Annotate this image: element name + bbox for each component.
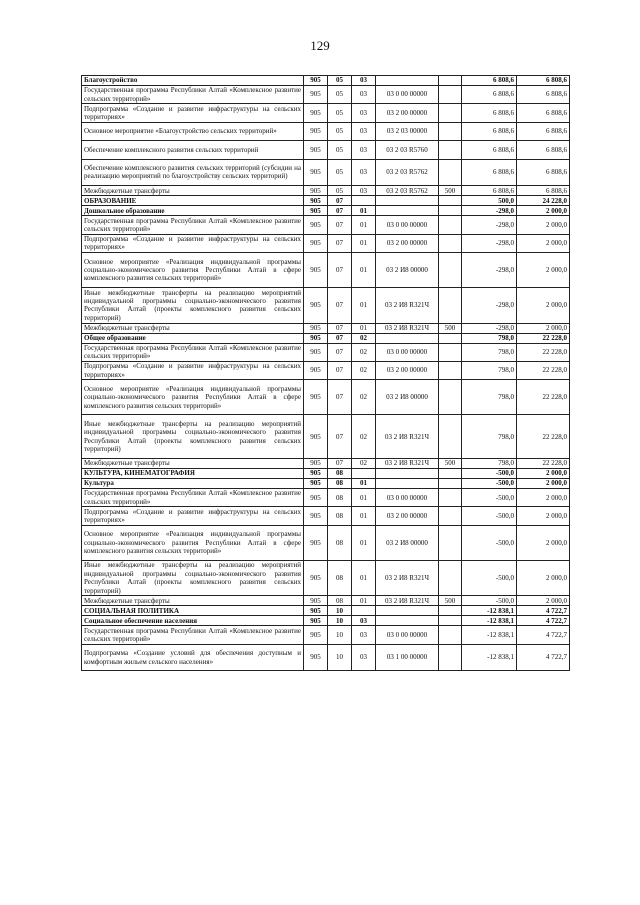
- cell-subsection-code: 01: [352, 323, 376, 333]
- cell-subsection-code: 03: [352, 186, 376, 196]
- cell-section-code: 05: [328, 159, 352, 186]
- cell-name: Иные межбюджетные трансферты на реализацию мероприятий индивидуальной программы социально-экономического развития Республики Алтай (проекты комплексного развития сельских территорий): [82, 288, 304, 323]
- cell-ministry-code: 905: [304, 86, 328, 104]
- cell-expense-type: [439, 234, 462, 252]
- table-row: [82, 159, 570, 186]
- cell-section-code: 05: [328, 76, 352, 86]
- cell-name: Подпрограмма «Создание и развитие инфраструктуры на сельских территориях»: [82, 104, 304, 122]
- cell-target-code: 03 1 00 00000: [376, 644, 439, 671]
- cell-subsection-code: 03: [352, 141, 376, 159]
- cell-total-amount: 2 000,0: [517, 507, 570, 525]
- cell-total-amount: 22 228,0: [517, 343, 570, 361]
- cell-subsection-code: [352, 196, 376, 206]
- cell-change-amount: 798,0: [462, 380, 517, 415]
- cell-target-code: 03 0 00 00000: [376, 216, 439, 234]
- cell-ministry-code: 905: [304, 288, 328, 323]
- cell-target-code: 03 2 И8 R321Ч: [376, 415, 439, 459]
- cell-subsection-code: 02: [352, 459, 376, 469]
- cell-total-amount: 24 228,0: [517, 196, 570, 206]
- cell-expense-type: [439, 361, 462, 379]
- cell-expense-type: [439, 606, 462, 616]
- cell-subsection-code: 01: [352, 489, 376, 507]
- cell-total-amount: 2 000,0: [517, 206, 570, 216]
- cell-name: Основное мероприятие «Благоустройство сельских территорий»: [82, 122, 304, 140]
- cell-name: Подпрограмма «Создание и развитие инфраструктуры на сельских территориях»: [82, 507, 304, 525]
- cell-target-code: 03 2 И8 00000: [376, 525, 439, 560]
- cell-section-code: 05: [328, 186, 352, 196]
- cell-ministry-code: 905: [304, 206, 328, 216]
- cell-total-amount: 6 808,6: [517, 76, 570, 86]
- cell-total-amount: 2 000,0: [517, 479, 570, 489]
- cell-total-amount: 22 228,0: [517, 459, 570, 469]
- cell-section-code: 07: [328, 196, 352, 206]
- cell-ministry-code: 905: [304, 343, 328, 361]
- cell-subsection-code: 01: [352, 525, 376, 560]
- cell-expense-type: [439, 507, 462, 525]
- cell-change-amount: -298,0: [462, 288, 517, 323]
- cell-total-amount: 4 722,7: [517, 644, 570, 671]
- cell-change-amount: 6 808,6: [462, 86, 517, 104]
- budget-table: [81, 75, 570, 671]
- cell-subsection-code: 01: [352, 288, 376, 323]
- cell-expense-type: [439, 626, 462, 644]
- cell-ministry-code: 905: [304, 253, 328, 288]
- table-row: [82, 86, 570, 104]
- table-row: [82, 122, 570, 140]
- cell-target-code: [376, 606, 439, 616]
- table-row: [82, 415, 570, 459]
- cell-name: КУЛЬТУРА, КИНЕМАТОГРАФИЯ: [82, 469, 304, 479]
- cell-expense-type: [439, 343, 462, 361]
- cell-ministry-code: 905: [304, 216, 328, 234]
- table-row: [82, 469, 570, 479]
- table-row: [82, 616, 570, 626]
- cell-section-code: 08: [328, 596, 352, 606]
- cell-subsection-code: 02: [352, 333, 376, 343]
- cell-change-amount: -500,0: [462, 479, 517, 489]
- cell-total-amount: 4 722,7: [517, 616, 570, 626]
- cell-change-amount: -298,0: [462, 234, 517, 252]
- table-body: [82, 76, 570, 671]
- cell-name: Обеспечение комплексного развития сельских территорий: [82, 141, 304, 159]
- page-number: 129: [310, 38, 330, 53]
- cell-name: Межбюджетные трансферты: [82, 186, 304, 196]
- cell-expense-type: [439, 288, 462, 323]
- cell-total-amount: 2 000,0: [517, 253, 570, 288]
- cell-name: Государственная программа Республики Алтай «Комплексное развитие сельских территорий»: [82, 626, 304, 644]
- cell-total-amount: 22 228,0: [517, 380, 570, 415]
- cell-section-code: 10: [328, 616, 352, 626]
- cell-expense-type: [439, 380, 462, 415]
- table-row: [82, 186, 570, 196]
- cell-subsection-code: 03: [352, 104, 376, 122]
- cell-target-code: 03 2 00 00000: [376, 104, 439, 122]
- cell-ministry-code: 905: [304, 596, 328, 606]
- cell-expense-type: [439, 644, 462, 671]
- cell-name: Межбюджетные трансферты: [82, 323, 304, 333]
- cell-total-amount: 2 000,0: [517, 489, 570, 507]
- cell-ministry-code: 905: [304, 196, 328, 206]
- cell-change-amount: -500,0: [462, 596, 517, 606]
- cell-section-code: 08: [328, 469, 352, 479]
- cell-target-code: 03 0 00 00000: [376, 489, 439, 507]
- cell-name: Основное мероприятие «Реализация индивидуальной программы социально-экономического развития Республики Алтай в сфере комплексного развития сельских территорий»: [82, 525, 304, 560]
- cell-expense-type: [439, 253, 462, 288]
- cell-target-code: [376, 469, 439, 479]
- cell-total-amount: 4 722,7: [517, 626, 570, 644]
- table-row: [82, 104, 570, 122]
- cell-expense-type: [439, 479, 462, 489]
- table-row: [82, 76, 570, 86]
- cell-name: Государственная программа Республики Алтай «Комплексное развитие сельских территорий»: [82, 489, 304, 507]
- cell-expense-type: [439, 333, 462, 343]
- cell-name: Межбюджетные трансферты: [82, 596, 304, 606]
- table-row: [82, 606, 570, 616]
- cell-change-amount: -500,0: [462, 489, 517, 507]
- cell-total-amount: 6 808,6: [517, 86, 570, 104]
- cell-change-amount: -298,0: [462, 206, 517, 216]
- cell-section-code: 07: [328, 288, 352, 323]
- cell-change-amount: -12 838,1: [462, 606, 517, 616]
- cell-expense-type: [439, 86, 462, 104]
- cell-name: Обеспечение комплексного развития сельских территорий (субсидии на реализацию мероприятий по благоустройству сельских территорий): [82, 159, 304, 186]
- cell-target-code: [376, 206, 439, 216]
- cell-ministry-code: 905: [304, 644, 328, 671]
- cell-subsection-code: 01: [352, 596, 376, 606]
- cell-change-amount: -500,0: [462, 507, 517, 525]
- cell-section-code: 07: [328, 361, 352, 379]
- table-row: [82, 561, 570, 596]
- cell-target-code: 03 0 00 00000: [376, 626, 439, 644]
- cell-name: Благоустройство: [82, 76, 304, 86]
- cell-total-amount: 2 000,0: [517, 469, 570, 479]
- cell-name: Культура: [82, 479, 304, 489]
- cell-change-amount: 6 808,6: [462, 104, 517, 122]
- cell-section-code: 07: [328, 333, 352, 343]
- cell-ministry-code: 905: [304, 186, 328, 196]
- cell-change-amount: -500,0: [462, 525, 517, 560]
- cell-section-code: 08: [328, 479, 352, 489]
- cell-ministry-code: 905: [304, 76, 328, 86]
- cell-section-code: 08: [328, 489, 352, 507]
- cell-total-amount: 2 000,0: [517, 234, 570, 252]
- cell-subsection-code: 01: [352, 206, 376, 216]
- cell-name: ОБРАЗОВАНИЕ: [82, 196, 304, 206]
- cell-total-amount: 6 808,6: [517, 122, 570, 140]
- cell-change-amount: -12 838,1: [462, 616, 517, 626]
- cell-ministry-code: 905: [304, 616, 328, 626]
- cell-target-code: 03 2 И8 R321Ч: [376, 459, 439, 469]
- table-row: [82, 323, 570, 333]
- cell-change-amount: -500,0: [462, 561, 517, 596]
- cell-expense-type: [439, 206, 462, 216]
- cell-name: Социальное обеспечение населения: [82, 616, 304, 626]
- cell-target-code: 03 2 И8 00000: [376, 380, 439, 415]
- cell-target-code: 03 2 00 00000: [376, 234, 439, 252]
- cell-ministry-code: 905: [304, 104, 328, 122]
- cell-target-code: [376, 333, 439, 343]
- cell-expense-type: 500: [439, 186, 462, 196]
- cell-change-amount: 798,0: [462, 333, 517, 343]
- cell-expense-type: [439, 525, 462, 560]
- cell-expense-type: [439, 76, 462, 86]
- table-row: [82, 644, 570, 671]
- cell-total-amount: 6 808,6: [517, 104, 570, 122]
- cell-total-amount: 2 000,0: [517, 323, 570, 333]
- cell-subsection-code: 03: [352, 626, 376, 644]
- cell-name: Иные межбюджетные трансферты на реализацию мероприятий индивидуальной программы социально-экономического развития Республики Алтай (проекты комплексного развития сельских территорий): [82, 415, 304, 459]
- cell-target-code: 03 2 И8 R321Ч: [376, 596, 439, 606]
- table-row: [82, 361, 570, 379]
- cell-ministry-code: 905: [304, 234, 328, 252]
- table-row: [82, 196, 570, 206]
- cell-section-code: 05: [328, 141, 352, 159]
- cell-section-code: 05: [328, 122, 352, 140]
- cell-change-amount: 500,0: [462, 196, 517, 206]
- cell-target-code: [376, 479, 439, 489]
- cell-subsection-code: 03: [352, 76, 376, 86]
- cell-subsection-code: 02: [352, 380, 376, 415]
- cell-target-code: [376, 76, 439, 86]
- cell-target-code: 03 0 00 00000: [376, 86, 439, 104]
- cell-expense-type: [439, 469, 462, 479]
- table-row: [82, 507, 570, 525]
- cell-change-amount: -12 838,1: [462, 644, 517, 671]
- cell-expense-type: [439, 216, 462, 234]
- cell-target-code: 03 2 00 00000: [376, 361, 439, 379]
- cell-change-amount: -298,0: [462, 216, 517, 234]
- cell-section-code: 07: [328, 253, 352, 288]
- cell-section-code: 10: [328, 606, 352, 616]
- cell-total-amount: 2 000,0: [517, 288, 570, 323]
- cell-expense-type: 500: [439, 459, 462, 469]
- cell-subsection-code: 03: [352, 86, 376, 104]
- table-row: [82, 141, 570, 159]
- cell-total-amount: 6 808,6: [517, 159, 570, 186]
- table-row: [82, 596, 570, 606]
- cell-ministry-code: 905: [304, 507, 328, 525]
- cell-subsection-code: 01: [352, 479, 376, 489]
- cell-subsection-code: [352, 469, 376, 479]
- cell-total-amount: 2 000,0: [517, 216, 570, 234]
- cell-subsection-code: 03: [352, 644, 376, 671]
- cell-expense-type: [439, 159, 462, 186]
- cell-expense-type: 500: [439, 596, 462, 606]
- cell-expense-type: [439, 196, 462, 206]
- cell-name: Подпрограмма «Создание условий для обеспечения доступным и комфортным жильем сельского населения»: [82, 644, 304, 671]
- cell-section-code: 07: [328, 415, 352, 459]
- cell-name: Основное мероприятие «Реализация индивидуальной программы социально-экономического развития Республики Алтай в сфере комплексного развития сельских территорий»: [82, 253, 304, 288]
- cell-target-code: 03 2 И8 R321Ч: [376, 288, 439, 323]
- table-row: [82, 626, 570, 644]
- cell-name: Межбюджетные трансферты: [82, 459, 304, 469]
- cell-subsection-code: 03: [352, 159, 376, 186]
- cell-total-amount: 2 000,0: [517, 561, 570, 596]
- cell-section-code: 07: [328, 234, 352, 252]
- cell-total-amount: 6 808,6: [517, 186, 570, 196]
- cell-section-code: 07: [328, 343, 352, 361]
- cell-change-amount: 6 808,6: [462, 141, 517, 159]
- cell-expense-type: [439, 415, 462, 459]
- cell-target-code: [376, 196, 439, 206]
- cell-ministry-code: 905: [304, 525, 328, 560]
- cell-total-amount: 22 228,0: [517, 361, 570, 379]
- cell-target-code: 03 2 И8 00000: [376, 253, 439, 288]
- cell-target-code: 03 2 И8 R321Ч: [376, 323, 439, 333]
- cell-section-code: 10: [328, 626, 352, 644]
- cell-expense-type: [439, 616, 462, 626]
- cell-section-code: 08: [328, 507, 352, 525]
- cell-total-amount: 2 000,0: [517, 525, 570, 560]
- cell-ministry-code: 905: [304, 489, 328, 507]
- cell-section-code: 08: [328, 561, 352, 596]
- cell-section-code: 07: [328, 216, 352, 234]
- cell-name: Подпрограмма «Создание и развитие инфраструктуры на сельских территориях»: [82, 361, 304, 379]
- cell-ministry-code: 905: [304, 159, 328, 186]
- cell-section-code: 10: [328, 644, 352, 671]
- cell-subsection-code: 03: [352, 616, 376, 626]
- cell-change-amount: 6 808,6: [462, 76, 517, 86]
- cell-ministry-code: 905: [304, 141, 328, 159]
- cell-total-amount: 6 808,6: [517, 141, 570, 159]
- cell-change-amount: 798,0: [462, 459, 517, 469]
- cell-ministry-code: 905: [304, 380, 328, 415]
- cell-change-amount: 6 808,6: [462, 159, 517, 186]
- cell-name: Подпрограмма «Создание и развитие инфраструктуры на сельских территориях»: [82, 234, 304, 252]
- cell-section-code: 07: [328, 323, 352, 333]
- cell-ministry-code: 905: [304, 415, 328, 459]
- cell-expense-type: [439, 561, 462, 596]
- table-row: [82, 206, 570, 216]
- cell-target-code: 03 2 03 R5762: [376, 159, 439, 186]
- cell-expense-type: 500: [439, 323, 462, 333]
- cell-ministry-code: 905: [304, 122, 328, 140]
- cell-target-code: 03 2 00 00000: [376, 507, 439, 525]
- cell-target-code: [376, 616, 439, 626]
- table-row: [82, 479, 570, 489]
- cell-ministry-code: 905: [304, 626, 328, 644]
- cell-section-code: 07: [328, 206, 352, 216]
- cell-target-code: 03 2 03 00000: [376, 122, 439, 140]
- cell-subsection-code: 01: [352, 253, 376, 288]
- cell-ministry-code: 905: [304, 561, 328, 596]
- cell-ministry-code: 905: [304, 469, 328, 479]
- cell-subsection-code: 02: [352, 343, 376, 361]
- cell-subsection-code: [352, 606, 376, 616]
- cell-total-amount: 4 722,7: [517, 606, 570, 616]
- cell-total-amount: 2 000,0: [517, 596, 570, 606]
- cell-name: Дошкольное образование: [82, 206, 304, 216]
- table-row: [82, 525, 570, 560]
- cell-expense-type: [439, 489, 462, 507]
- cell-subsection-code: 01: [352, 216, 376, 234]
- cell-change-amount: 798,0: [462, 415, 517, 459]
- cell-change-amount: 6 808,6: [462, 122, 517, 140]
- cell-expense-type: [439, 122, 462, 140]
- cell-subsection-code: 01: [352, 561, 376, 596]
- cell-section-code: 08: [328, 525, 352, 560]
- cell-name: Общее образование: [82, 333, 304, 343]
- cell-name: СОЦИАЛЬНАЯ ПОЛИТИКА: [82, 606, 304, 616]
- cell-ministry-code: 905: [304, 459, 328, 469]
- cell-total-amount: 22 228,0: [517, 333, 570, 343]
- cell-name: Иные межбюджетные трансферты на реализацию мероприятий индивидуальной программы социально-экономического развития Республики Алтай (проекты комплексного развития сельских территорий): [82, 561, 304, 596]
- cell-change-amount: -500,0: [462, 469, 517, 479]
- table-row: [82, 234, 570, 252]
- cell-section-code: 05: [328, 104, 352, 122]
- cell-change-amount: 798,0: [462, 361, 517, 379]
- table-row: [82, 343, 570, 361]
- cell-change-amount: -298,0: [462, 323, 517, 333]
- cell-section-code: 07: [328, 459, 352, 469]
- cell-name: Основное мероприятие «Реализация индивидуальной программы социально-экономического развития Республики Алтай в сфере комплексного развития сельских территорий»: [82, 380, 304, 415]
- cell-target-code: 03 2 И8 R321Ч: [376, 561, 439, 596]
- cell-subsection-code: 03: [352, 122, 376, 140]
- cell-name: Государственная программа Республики Алтай «Комплексное развитие сельских территорий»: [82, 343, 304, 361]
- cell-ministry-code: 905: [304, 479, 328, 489]
- cell-change-amount: 798,0: [462, 343, 517, 361]
- cell-target-code: 03 2 03 R5760: [376, 141, 439, 159]
- table-row: [82, 459, 570, 469]
- cell-expense-type: [439, 104, 462, 122]
- cell-name: Государственная программа Республики Алтай «Комплексное развитие сельских территорий»: [82, 216, 304, 234]
- table-row: [82, 253, 570, 288]
- cell-total-amount: 22 228,0: [517, 415, 570, 459]
- cell-change-amount: 6 808,6: [462, 186, 517, 196]
- cell-subsection-code: 01: [352, 507, 376, 525]
- cell-subsection-code: 02: [352, 415, 376, 459]
- table-row: [82, 288, 570, 323]
- cell-ministry-code: 905: [304, 323, 328, 333]
- table-row: [82, 333, 570, 343]
- table-row: [82, 380, 570, 415]
- cell-ministry-code: 905: [304, 361, 328, 379]
- cell-change-amount: -298,0: [462, 253, 517, 288]
- cell-section-code: 07: [328, 380, 352, 415]
- cell-ministry-code: 905: [304, 333, 328, 343]
- cell-target-code: 03 2 03 R5762: [376, 186, 439, 196]
- cell-subsection-code: 02: [352, 361, 376, 379]
- cell-expense-type: [439, 141, 462, 159]
- cell-change-amount: -12 838,1: [462, 626, 517, 644]
- cell-ministry-code: 905: [304, 606, 328, 616]
- cell-name: Государственная программа Республики Алтай «Комплексное развитие сельских территорий»: [82, 86, 304, 104]
- cell-target-code: 03 0 00 00000: [376, 343, 439, 361]
- cell-section-code: 05: [328, 86, 352, 104]
- cell-subsection-code: 01: [352, 234, 376, 252]
- table-row: [82, 489, 570, 507]
- table-row: [82, 216, 570, 234]
